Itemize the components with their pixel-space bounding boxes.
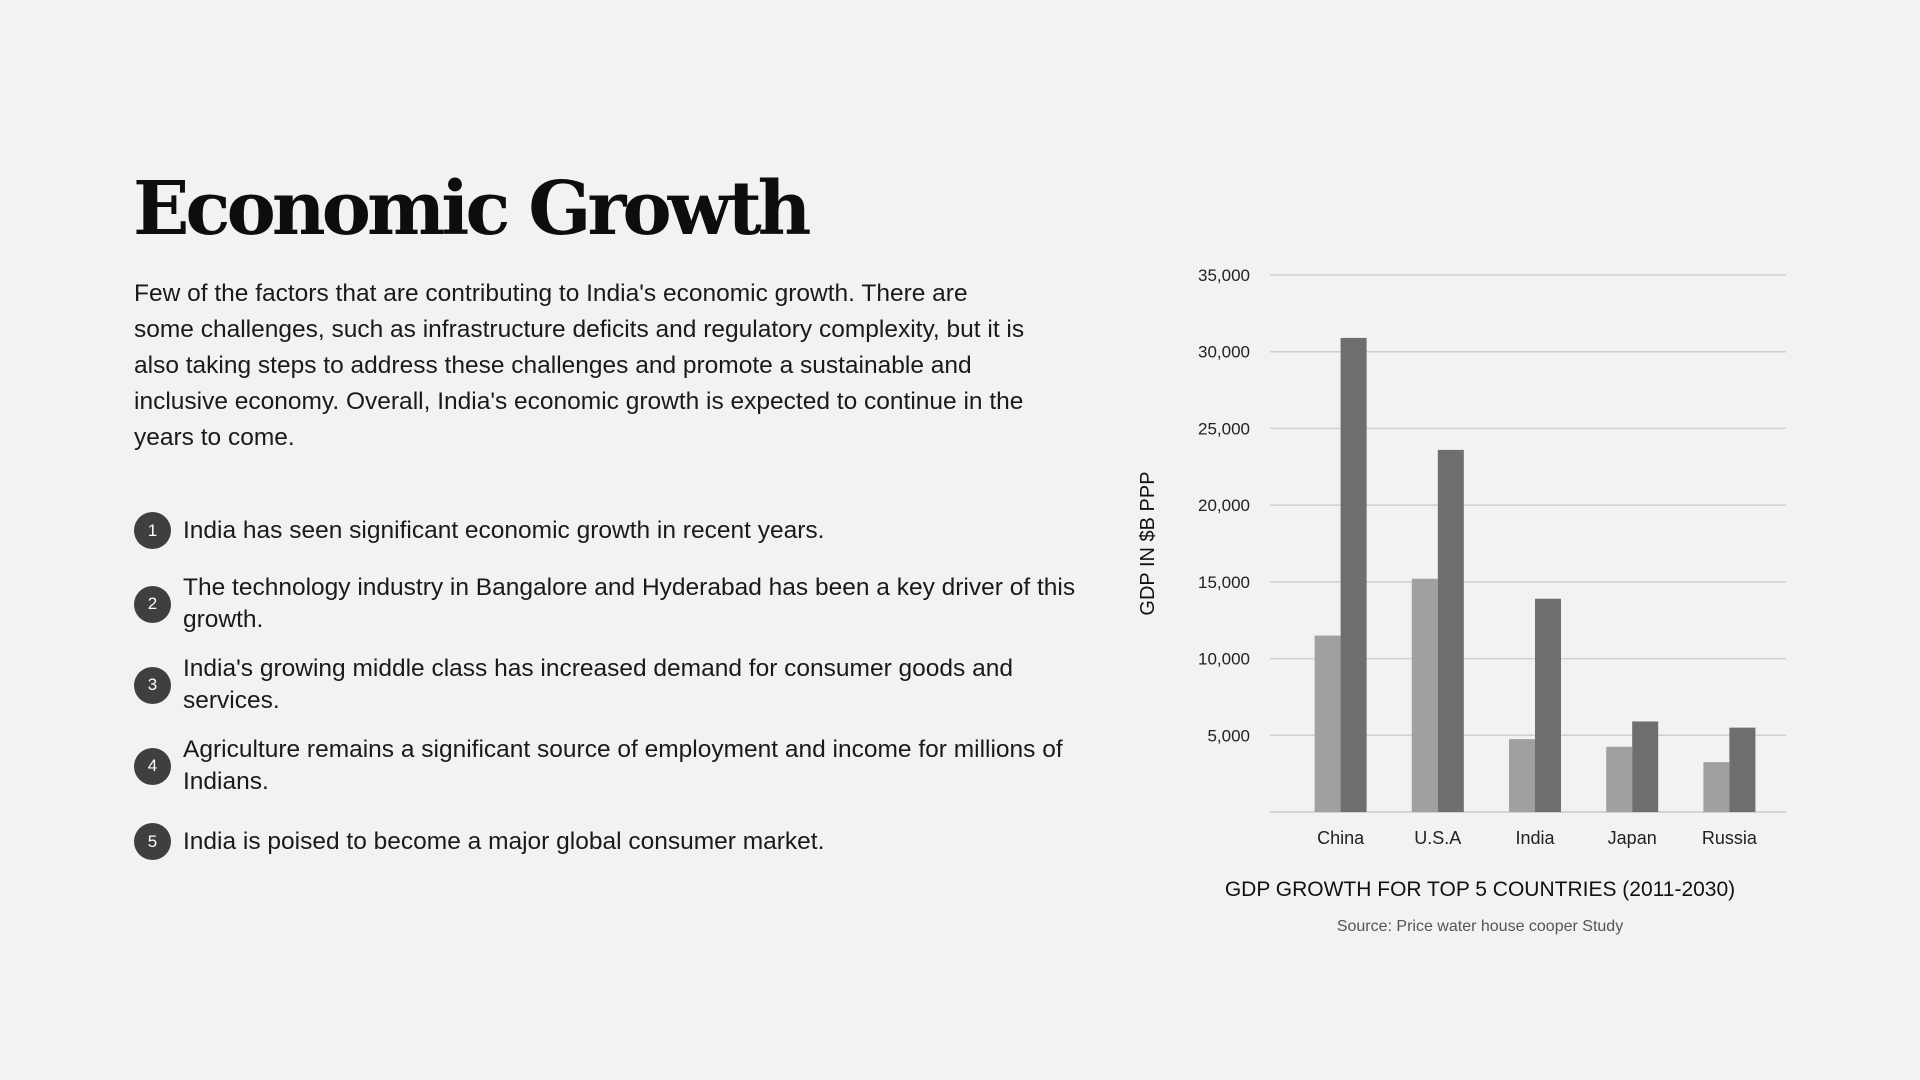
bar-china-series1 [1315, 636, 1341, 812]
y-tick-label: 35,000 [1198, 266, 1250, 285]
list-item [134, 734, 1094, 798]
list-item [134, 512, 1094, 549]
point-text: India has seen significant economic growth in recent years. [183, 516, 825, 544]
bar-usa-series2 [1438, 450, 1464, 812]
y-tick-label: 5,000 [1207, 726, 1250, 746]
gdp-bar-chart-svg [1120, 240, 1920, 960]
bar-japan-series1 [1606, 747, 1632, 812]
bars-layer [1315, 338, 1756, 812]
chart-title: GDP GROWTH FOR TOP 5 COUNTRIES (2011-2030) [1224, 878, 1736, 901]
point-text: The technology industry in Bangalore and Hyderabad has been a key driver of this growth. [183, 574, 1076, 633]
intro-paragraph: Few of the factors that are contributing to India's economic growth. There are some challenges, such as infrastructure deficits and regulatory complexity, but it is also taking steps to address these challenges and promote a sustainable and inclusive economy. Overall, India's economic growth is expected to continue in the years to come. [134, 280, 1025, 451]
number-badge: 3 [134, 667, 171, 704]
number-badge: 4 [134, 748, 171, 785]
y-tick-label: 30,000 [1198, 342, 1250, 362]
x-tick-label: Japan [1607, 828, 1657, 848]
chart-source: Source: Price water house cooper Study [1336, 918, 1624, 935]
x-tick-label: U.S.A [1414, 828, 1462, 848]
bar-india-series2 [1535, 599, 1561, 812]
bar-russia-series1 [1703, 762, 1729, 812]
list-item [134, 572, 1094, 636]
bar-russia-series2 [1729, 728, 1755, 812]
gdp-chart [1120, 240, 1920, 960]
point-text: India is poised to become a major global consumer market. [183, 827, 825, 855]
point-text: Agriculture remains a significant source of employment and income for millions of Indians. [183, 736, 1063, 795]
y-tick-label: 20,000 [1198, 496, 1250, 516]
slide-title: Economic Growth [133, 166, 808, 252]
list-item [134, 653, 1094, 717]
x-tick-label: Russia [1701, 828, 1757, 848]
labels-layer [1198, 266, 1758, 848]
bar-india-series1 [1509, 739, 1535, 812]
y-tick-label: 15,000 [1198, 572, 1250, 592]
y-tick-label: 25,000 [1198, 419, 1250, 439]
point-text: India's growing middle class has increased demand for consumer goods and services. [183, 655, 1013, 714]
y-tick-label: 10,000 [1198, 649, 1250, 669]
number-badge: 1 [134, 512, 171, 549]
bar-china-series2 [1341, 338, 1367, 812]
number-badge: 5 [134, 823, 171, 860]
y-axis-label: GDP IN $B PPP [1137, 471, 1159, 616]
bar-japan-series2 [1632, 721, 1658, 812]
list-item [134, 823, 1094, 860]
bar-usa-series1 [1412, 579, 1438, 812]
x-tick-label: China [1317, 828, 1365, 848]
x-tick-label: India [1515, 828, 1555, 848]
number-badge: 2 [134, 586, 171, 623]
